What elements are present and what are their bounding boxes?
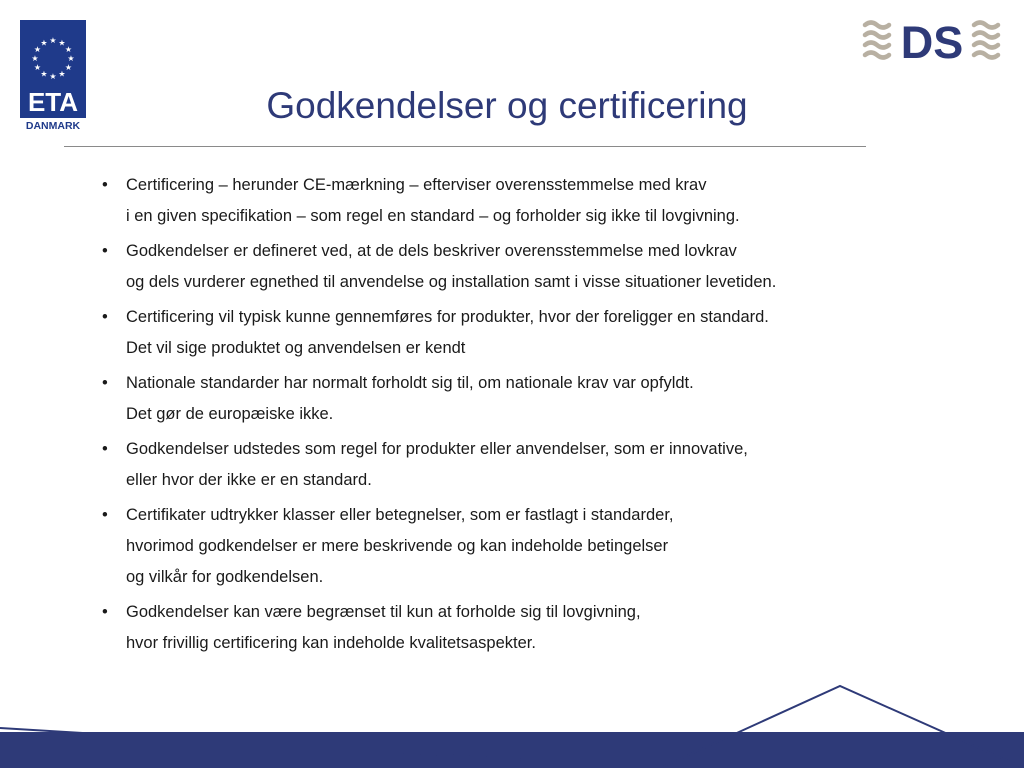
ds-logo: [862, 16, 1002, 62]
eta-logo-name: ETA: [27, 87, 79, 117]
bullet-mark: •: [102, 440, 108, 458]
bullet-mark: •: [102, 176, 108, 194]
bullet-text-line: hvor frivillig certificering kan indeholde kvalitetsaspekter.: [126, 634, 536, 652]
svg-text:★: ★: [58, 38, 66, 48]
wave-lines-left-icon: [865, 23, 889, 58]
bullet-item: [100, 368, 980, 430]
bullet-text-line: Godkendelser udstedes som regel for produkter eller anvendelser, som er innovative,: [126, 440, 748, 458]
svg-text:★: ★: [40, 69, 48, 79]
bullet-text-line: i en given specifikation – som regel en standard – og forholder sig ikke til lovgivning.: [126, 207, 740, 225]
ds-logo-name: DS: [900, 17, 964, 62]
svg-text:★: ★: [58, 69, 66, 79]
svg-text:★: ★: [64, 45, 73, 54]
bullet-mark: •: [102, 374, 108, 392]
bullet-mark: •: [102, 308, 108, 326]
bullet-text-line: Certifikater udtrykker klasser eller betegnelser, som er fastlagt i standarder,: [126, 506, 674, 524]
wave-lines-right-icon: [974, 23, 998, 58]
footer-band: [0, 684, 1024, 768]
slide-title: Godkendelser og certificering: [266, 85, 748, 126]
bullet-text-line: Det gør de europæiske ikke.: [126, 405, 334, 423]
bullet-item: [100, 236, 980, 298]
svg-text:★: ★: [49, 36, 57, 45]
bullet-text-line: og dels vurderer egnethed til anvendelse og installation samt i visse situationer levetiden.: [126, 273, 777, 291]
eta-logo-country: DANMARK: [25, 120, 81, 132]
svg-text:★: ★: [40, 38, 48, 48]
bullet-list: [100, 170, 980, 663]
bullet-item: [100, 302, 980, 364]
bullet-text-line: og vilkår for godkendelsen.: [126, 568, 324, 586]
bullet-text-line: Godkendelser kan være begrænset til kun at forholde sig til lovgivning,: [126, 603, 641, 621]
bullet-text-line: Certificering vil typisk kunne gennemføres for produkter, hvor der foreligger en standard.: [126, 308, 769, 326]
svg-text:★: ★: [33, 45, 42, 54]
bullet-text-line: hvorimod godkendelser er mere beskrivende og kan indeholde betingelser: [126, 537, 669, 555]
svg-text:★: ★: [64, 63, 73, 72]
title-divider: [64, 146, 866, 147]
svg-text:★: ★: [49, 72, 57, 81]
svg-text:★: ★: [31, 54, 39, 63]
bullet-text-line: Godkendelser er defineret ved, at de dels beskriver overensstemmelse med lovkrav: [126, 242, 737, 260]
bullet-mark: •: [102, 506, 108, 524]
bullet-item: [100, 597, 980, 659]
bullet-text-line: Certificering – herunder CE-mærkning – efterviser overensstemmelse med krav: [126, 176, 707, 194]
bullet-item: [100, 170, 980, 232]
eta-danmark-logo: [20, 20, 86, 132]
bullet-mark: •: [102, 242, 108, 260]
bullet-item: [100, 434, 980, 496]
bullet-mark: •: [102, 603, 108, 621]
svg-text:★: ★: [33, 63, 42, 72]
svg-text:★: ★: [67, 54, 75, 63]
bullet-text-line: Det vil sige produktet og anvendelsen er kendt: [126, 339, 466, 357]
bullet-item: [100, 500, 980, 593]
bullet-text-line: Nationale standarder har normalt forholdt sig til, om nationale krav var opfyldt.: [126, 374, 694, 392]
bullet-text-line: eller hvor der ikke er en standard.: [126, 471, 372, 489]
